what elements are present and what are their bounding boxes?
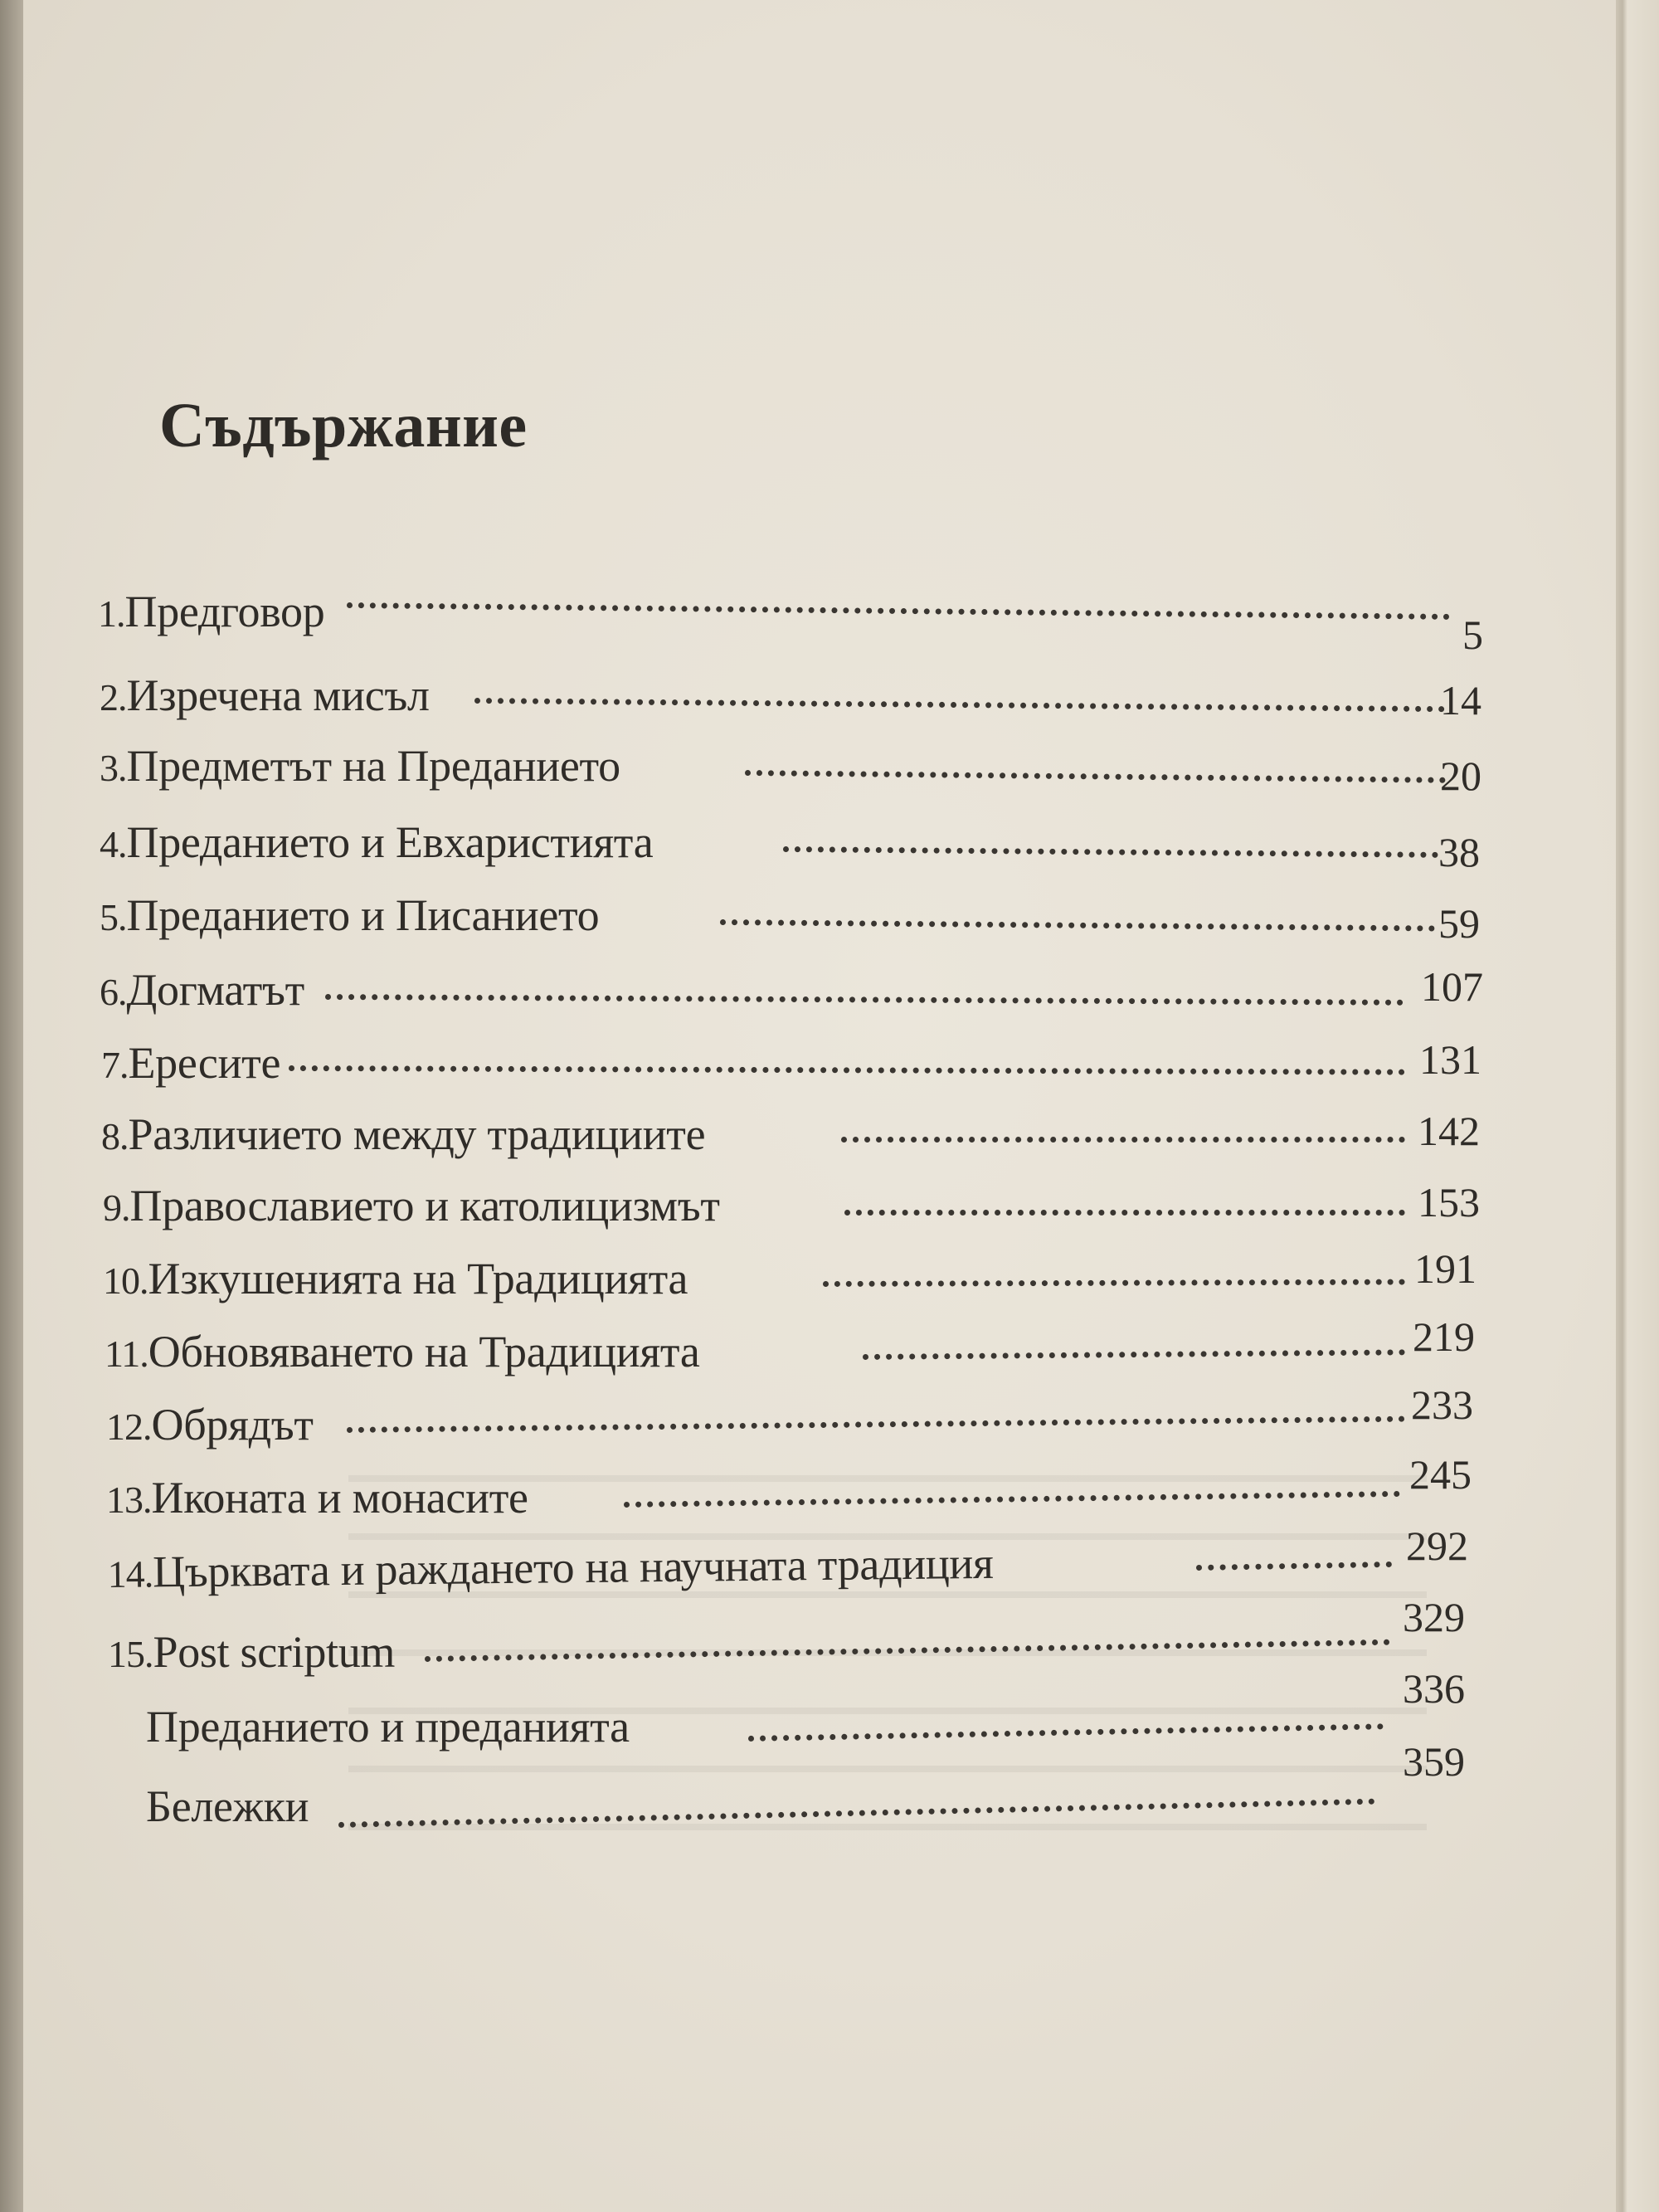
- toc-entry-title: Обрядът: [151, 1400, 314, 1449]
- toc-entry-number: 15.: [108, 1633, 153, 1675]
- toc-entry-number: 6.: [100, 971, 127, 1013]
- toc-entry: [0, 651, 1659, 724]
- toc-entry: [0, 1594, 1659, 1677]
- toc-entry-label: [100, 889, 599, 941]
- toc-entry-page: 336: [1403, 1665, 1465, 1712]
- toc-leader-dots: [425, 1640, 1390, 1662]
- toc-entry-number: 12.: [106, 1406, 152, 1448]
- toc-entry-number: 10.: [103, 1259, 148, 1302]
- toc-entry-label: [106, 1399, 314, 1450]
- toc-entry-page: 292: [1406, 1523, 1468, 1569]
- toc-entry: [0, 1449, 1659, 1523]
- toc-entry-number: 9.: [103, 1186, 130, 1229]
- toc-entry-page: 142: [1418, 1108, 1480, 1154]
- toc-entry-label: [103, 1180, 720, 1231]
- toc-entry: [0, 1233, 1659, 1303]
- toc-entry-title: Ересите: [128, 1038, 281, 1088]
- toc-entry-label: [100, 816, 653, 868]
- toc-entry-number: 2.: [100, 676, 127, 719]
- toc-entry: [0, 1162, 1659, 1228]
- toc-entry-label: [107, 1537, 993, 1598]
- toc-entry-page: 191: [1414, 1245, 1477, 1292]
- toc-entry-label: [103, 1253, 688, 1304]
- toc-entry: [0, 722, 1659, 799]
- toc-entry-title: Православието и католицизмът: [129, 1181, 720, 1230]
- toc-entry-number: 3.: [100, 747, 127, 789]
- toc-leader-dots: [347, 1416, 1405, 1433]
- toc-leader-dots: [783, 846, 1438, 858]
- toc-leader-dots: [624, 1491, 1400, 1508]
- toc-entry-number: 5.: [100, 896, 127, 938]
- toc-entry-label: [146, 1781, 309, 1832]
- toc-leader-dots: [823, 1279, 1405, 1287]
- toc-entry-number: 1.: [98, 592, 125, 635]
- toc-entry-page: 38: [1438, 829, 1480, 875]
- toc-entry-number: 7.: [101, 1044, 129, 1086]
- toc-leader-dots: [748, 1723, 1384, 1742]
- toc-entry-label: [106, 1472, 528, 1523]
- toc-entry: [0, 1738, 1659, 1831]
- toc-entry-title: Post scriptum: [153, 1627, 396, 1677]
- toc-leader-dots: [841, 1137, 1405, 1143]
- toc-leader-dots: [863, 1349, 1405, 1360]
- toc-entry-page: 107: [1421, 963, 1483, 1010]
- toc-entry-label: [98, 586, 324, 637]
- toc-leader-dots: [338, 1799, 1375, 1828]
- toc-entry: [0, 1377, 1659, 1449]
- toc-entry-page: 5: [1462, 611, 1483, 658]
- toc-entry-number: 13.: [106, 1479, 152, 1521]
- toc-entry-label: [100, 964, 304, 1016]
- toc-entry: [0, 1304, 1659, 1376]
- toc-entry-title: Бележки: [146, 1781, 309, 1831]
- toc-entry-title: Предметът на Преданието: [126, 741, 620, 791]
- toc-entry: [0, 1665, 1659, 1752]
- toc-entry-label: [100, 670, 430, 721]
- toc-entry-page: 153: [1418, 1179, 1480, 1225]
- toc-entry-page: 20: [1440, 753, 1481, 799]
- toc-entry-page: 14: [1440, 677, 1481, 724]
- toc-leader-dots: [347, 602, 1450, 620]
- toc-entry: [0, 1019, 1659, 1088]
- toc-leader-dots: [720, 919, 1435, 932]
- toc-entry-title: Преданието и Писанието: [126, 890, 600, 940]
- toc-entry-number: 11.: [105, 1333, 148, 1375]
- toc-entry-number: 14.: [107, 1552, 153, 1596]
- toc-entry-page: 329: [1403, 1594, 1465, 1640]
- toc-entry: [0, 797, 1659, 875]
- toc-entry-title: Преданието и преданията: [146, 1702, 630, 1752]
- toc-entry: [0, 1090, 1659, 1157]
- toc-entry: [0, 1523, 1659, 1597]
- toc-entry: [0, 572, 1659, 658]
- toc-entry-title: Църквата и раждането на научната традиция: [152, 1537, 994, 1597]
- toc-leader-dots: [474, 698, 1445, 712]
- toc-entry-page: 245: [1409, 1451, 1472, 1498]
- toc-entry-page: 59: [1438, 900, 1480, 947]
- toc-entry-label: [101, 1108, 705, 1160]
- toc-entry-title: Предговор: [124, 587, 325, 636]
- toc-entry-page: 233: [1411, 1381, 1473, 1428]
- toc-entry-title: Изречена мисъл: [126, 670, 430, 720]
- toc-entry-title: Преданието и Евхаристията: [126, 817, 654, 867]
- toc-entry-number: 8.: [101, 1115, 129, 1157]
- toc-entry-title: Различието между традициите: [128, 1109, 706, 1159]
- toc-entry: [0, 870, 1659, 947]
- toc-entry-page: 131: [1419, 1036, 1481, 1083]
- toc-entry-title: Иконата и монасите: [151, 1473, 528, 1523]
- toc-entry-title: Изкушенията на Традицията: [148, 1254, 688, 1303]
- toc-heading: Съдържание: [159, 391, 528, 460]
- toc-leader-dots: [289, 1065, 1405, 1075]
- toc-leader-dots: [745, 770, 1446, 783]
- toc-leader-dots: [844, 1210, 1405, 1216]
- toc-entry-page: 359: [1403, 1738, 1465, 1785]
- toc-entry-label: [101, 1037, 280, 1089]
- toc-entry-label: [105, 1326, 700, 1377]
- toc-entry-title: Обновяването на Традицията: [148, 1327, 700, 1376]
- toc-entry: [0, 946, 1659, 1015]
- toc-entry-number: 4.: [100, 823, 127, 865]
- toc-entry-title: Догматът: [126, 965, 304, 1015]
- toc-entry-page: 219: [1413, 1313, 1475, 1360]
- toc-entry-label: [100, 740, 620, 792]
- toc-leader-dots: [325, 994, 1404, 1006]
